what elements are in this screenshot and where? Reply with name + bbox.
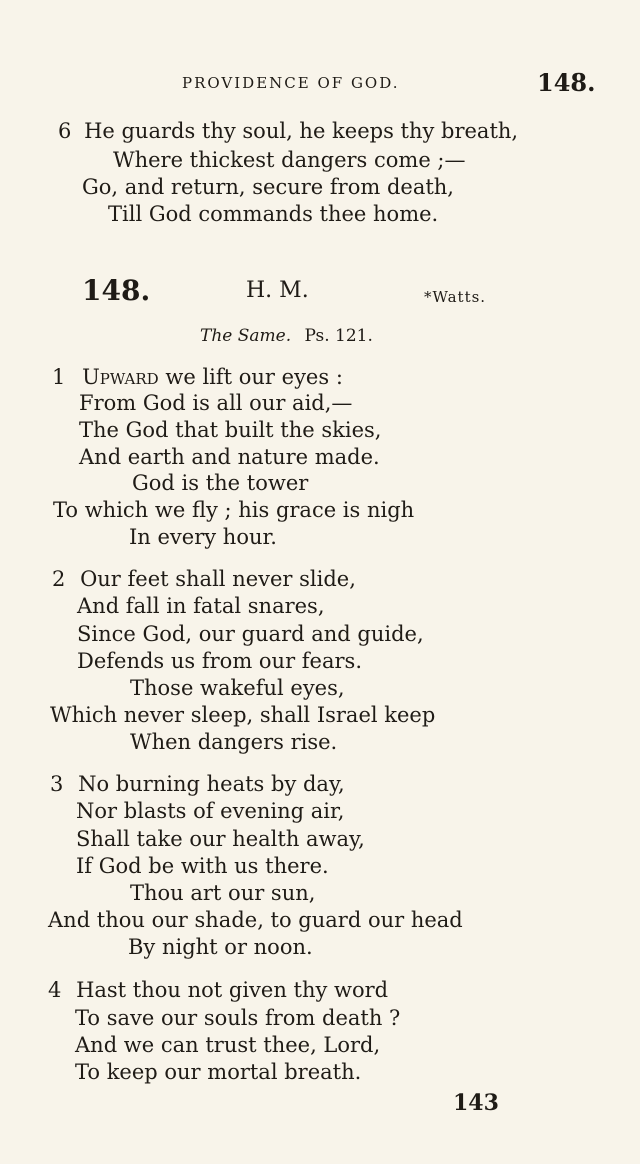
stanza-line: To keep our mortal breath. [75,1060,362,1084]
stanza-line: Shall take our health away, [76,827,365,851]
hymn-subtitle-title: The Same. [200,326,292,346]
stanza-line-text: we lift our eyes : [158,365,343,389]
stanza-line [50,771,345,797]
stanza-line: Till God commands thee home. [108,202,439,226]
page-number: 143 [453,1090,499,1116]
stanza-line: When dangers rise. [130,730,338,754]
stanza-number: 1 [52,365,66,389]
stanza-line-text: Hast thou not given thy word [76,978,389,1002]
stanza-line [52,566,356,592]
hymn-author: *Watts. [424,288,487,306]
stanza-line [52,364,343,390]
stanza-line-text: He guards thy soul, he keeps thy breath, [84,119,519,143]
hymn-number: 148. [82,274,151,307]
running-header-title: PROVIDENCE OF GOD. [182,74,400,92]
stanza-line: By night or noon. [128,935,313,959]
stanza-line: Go, and return, secure from death, [82,175,454,199]
stanza-line-text: Our feet shall never slide, [80,567,356,591]
stanza-number: 3 [50,772,64,796]
stanza-line: Thou art our sun, [130,881,316,905]
stanza-line [48,977,388,1003]
stanza-line: From God is all our aid,— [79,391,353,415]
stanza-line-text: No burning heats by day, [78,772,345,796]
stanza-line: Which never sleep, shall Israel keep [50,703,436,727]
stanza-line: And thou our shade, to guard our head [48,908,463,932]
stanza-line: Where thickest dangers come ;— [113,148,466,172]
stanza-line: And earth and nature made. [79,445,380,469]
stanza-line [58,118,518,144]
stanza-line: God is the tower [132,471,309,495]
stanza-first-word [82,365,343,389]
stanza-number: 2 [52,567,66,591]
stanza-line: If God be with us there. [76,854,329,878]
stanza-line: The God that built the skies, [79,418,382,442]
stanza-line: Since God, our guard and guide, [77,622,424,646]
stanza-line: Nor blasts of evening air, [76,799,345,823]
small-caps-word: Upward [82,365,159,389]
stanza-line: Those wakeful eyes, [130,676,345,700]
hymn-subtitle-reference: Ps. 121. [304,326,373,346]
stanza-line: Defends us from our fears. [77,649,362,673]
hymn-subtitle [200,326,373,346]
stanza-line: And fall in fatal snares, [77,594,325,618]
running-header-hymn-number: 148. [537,68,596,97]
stanza-line: To which we fly ; his grace is nigh [53,498,415,522]
stanza-number: 4 [48,978,62,1002]
stanza-line: To save our souls from death ? [75,1006,401,1030]
stanza-line: In every hour. [129,525,277,549]
stanza-number: 6 [58,119,72,143]
hymn-meter: H. M. [246,278,309,303]
stanza-line: And we can trust thee, Lord, [75,1033,381,1057]
